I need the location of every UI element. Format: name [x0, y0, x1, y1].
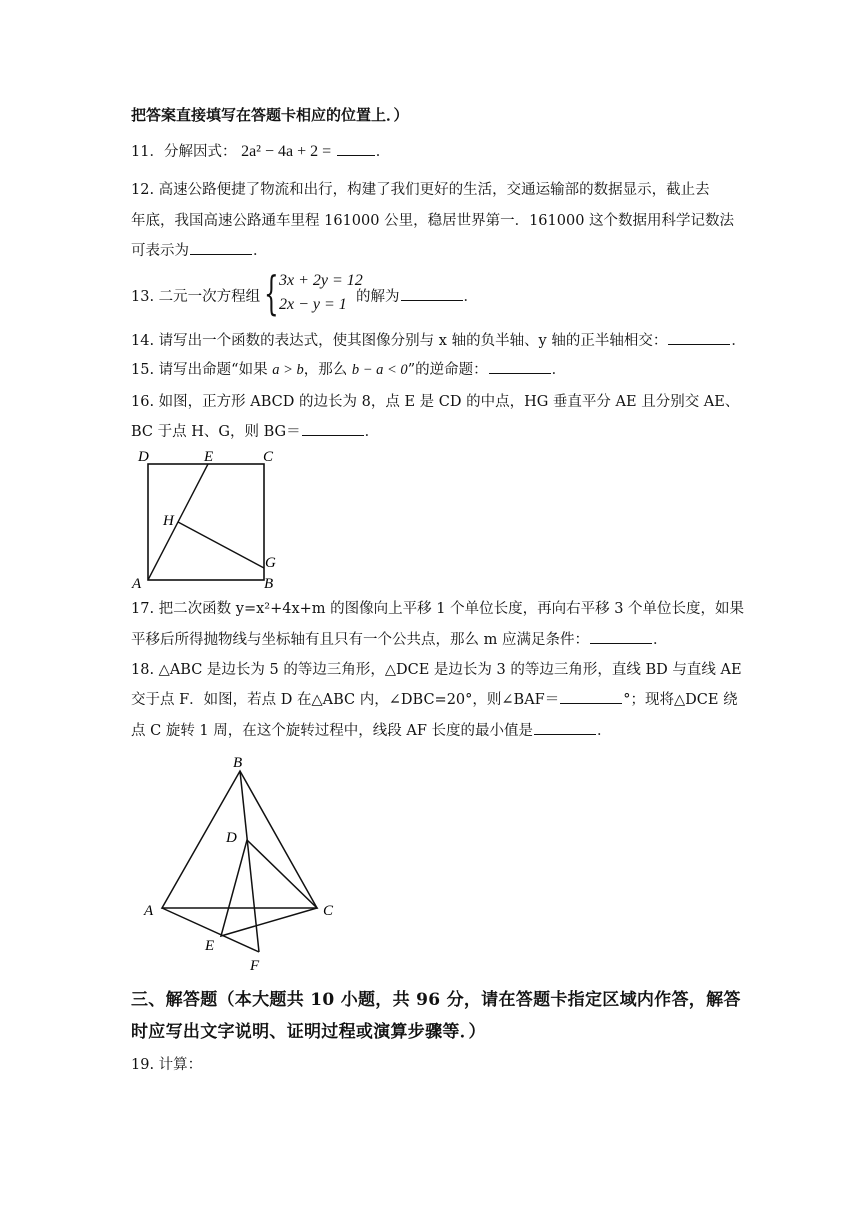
- q14-text: 14. 请写出一个函数的表达式，使其图像分别与 x 轴的负半轴、y 轴的正半轴相交：: [131, 333, 668, 349]
- q15-conclusion: b − a < 0: [351, 362, 408, 378]
- q15-condition: a > b: [272, 362, 304, 378]
- label-b: B: [233, 755, 243, 771]
- q18-line1: 18. △ABC 是边长为 5 的等边三角形，△DCE 是边长为 3 的等边三角形，直线 BD 与直线 AE: [131, 662, 742, 678]
- q17-line2-text: 平移后所得抛物线与坐标轴有且只有一个公共点，那么 m 应满足条件：: [131, 632, 589, 648]
- q15-post: ”的逆命题：: [407, 362, 488, 378]
- figure-triangles: [135, 750, 355, 975]
- q13-end: ．: [463, 289, 478, 305]
- q16-end: ．: [364, 424, 380, 440]
- q13-tail: [356, 285, 478, 306]
- segment-bf: [240, 771, 259, 952]
- q16-answer-blank[interactable]: [302, 423, 364, 436]
- q11-end: ．: [375, 144, 391, 160]
- q18-line3: [131, 721, 612, 741]
- section-3-heading-line1: 三、解答题（本大题共 10 小题，共 96 分，请在答题卡指定区域内作答，解答: [131, 990, 741, 1010]
- q13-answer-blank[interactable]: [401, 288, 463, 301]
- q18-line3-text: 点 C 旋转 1 周，在这个旋转过程中，线段 AF 长度的最小值是: [131, 723, 534, 739]
- triangle-abc: [162, 771, 317, 908]
- question-19: 19. 计算：: [131, 1057, 203, 1073]
- q18-line2-text: 交于点 F．如图，若点 D 在△ABC 内，∠DBC=20°，则∠BAF＝: [131, 692, 560, 708]
- label-e: E: [205, 938, 215, 954]
- label-g: G: [265, 555, 276, 571]
- q16-line1: 16. 如图，正方形 ABCD 的边长为 8，点 E 是 CD 的中点，HG 垂直平分 AE 且分别交 AE、: [131, 394, 740, 410]
- q15-mid: ，那么: [303, 362, 352, 378]
- q13-equation-2: 2x − y = 1: [279, 296, 347, 313]
- triangle-dce: [221, 840, 317, 936]
- question-11: [131, 142, 390, 162]
- q18-line2: [131, 690, 738, 710]
- q11-label: 11．分解因式：: [131, 144, 237, 160]
- question-15: [131, 360, 566, 380]
- q13-tail-text: 的解为: [356, 289, 400, 305]
- q17-line2: [131, 630, 667, 650]
- q18-line2-end: °；现将△DCE 绕: [623, 692, 738, 708]
- label-d: D: [226, 830, 237, 846]
- q12-line1: 12. 高速公路便捷了物流和出行，构建了我们更好的生活，交通运输部的数据显示，截止去: [131, 182, 710, 198]
- q12-line3-text: 可表示为: [131, 243, 189, 259]
- q15-pre: 15. 请写出命题“如果: [131, 362, 273, 378]
- label-a: A: [144, 903, 154, 919]
- section-intro: 把答案直接填写在答题卡相应的位置上．）: [131, 106, 409, 124]
- q12-end: ．: [253, 243, 268, 259]
- q15-end: ．: [551, 362, 567, 378]
- q12-line2: 年底，我国高速公路通车里程 161000 公里，稳居世界第一．161000 这个数据用科学记数法: [131, 213, 735, 229]
- q17-answer-blank[interactable]: [590, 631, 652, 644]
- q17-line1: 17. 把二次函数 y=x²+4x+m 的图像向上平移 1 个单位长度，再向右平移 3 个单位长度，如果: [131, 601, 745, 617]
- q11-expression: 2a² − 4a + 2 =: [241, 143, 332, 160]
- q18-answer-blank-2[interactable]: [534, 722, 596, 735]
- q13-brace: {: [264, 266, 279, 320]
- label-e: E: [204, 449, 214, 465]
- label-d: D: [138, 449, 149, 465]
- label-a: A: [132, 576, 142, 592]
- q13-equation-1: 3x + 2y = 12: [279, 272, 363, 289]
- q17-end: ．: [652, 632, 668, 648]
- label-c: C: [323, 903, 334, 919]
- q15-answer-blank[interactable]: [489, 361, 551, 374]
- q16-line2-text: BC 于点 H、G，则 BG＝: [131, 424, 301, 440]
- label-f: F: [250, 958, 260, 974]
- question-14: [131, 331, 746, 351]
- q14-end: ．: [731, 333, 746, 349]
- q16-line2: [131, 422, 379, 442]
- q14-answer-blank[interactable]: [668, 332, 730, 345]
- q18-answer-blank-1[interactable]: [560, 691, 622, 704]
- q18-line3-end: ．: [597, 723, 612, 739]
- q12-answer-blank[interactable]: [190, 242, 252, 255]
- label-c: C: [263, 449, 274, 465]
- segment-hg: [178, 522, 264, 568]
- section-3-heading-line2: 时应写出文字说明、证明过程或演算步骤等．）: [131, 1022, 486, 1042]
- q12-line3: [131, 241, 268, 261]
- label-b: B: [264, 576, 274, 592]
- figure-square-abcd: [128, 448, 298, 593]
- q11-answer-blank[interactable]: [337, 143, 375, 156]
- q13-label: 13. 二元一次方程组: [131, 289, 261, 305]
- label-h: H: [163, 513, 174, 529]
